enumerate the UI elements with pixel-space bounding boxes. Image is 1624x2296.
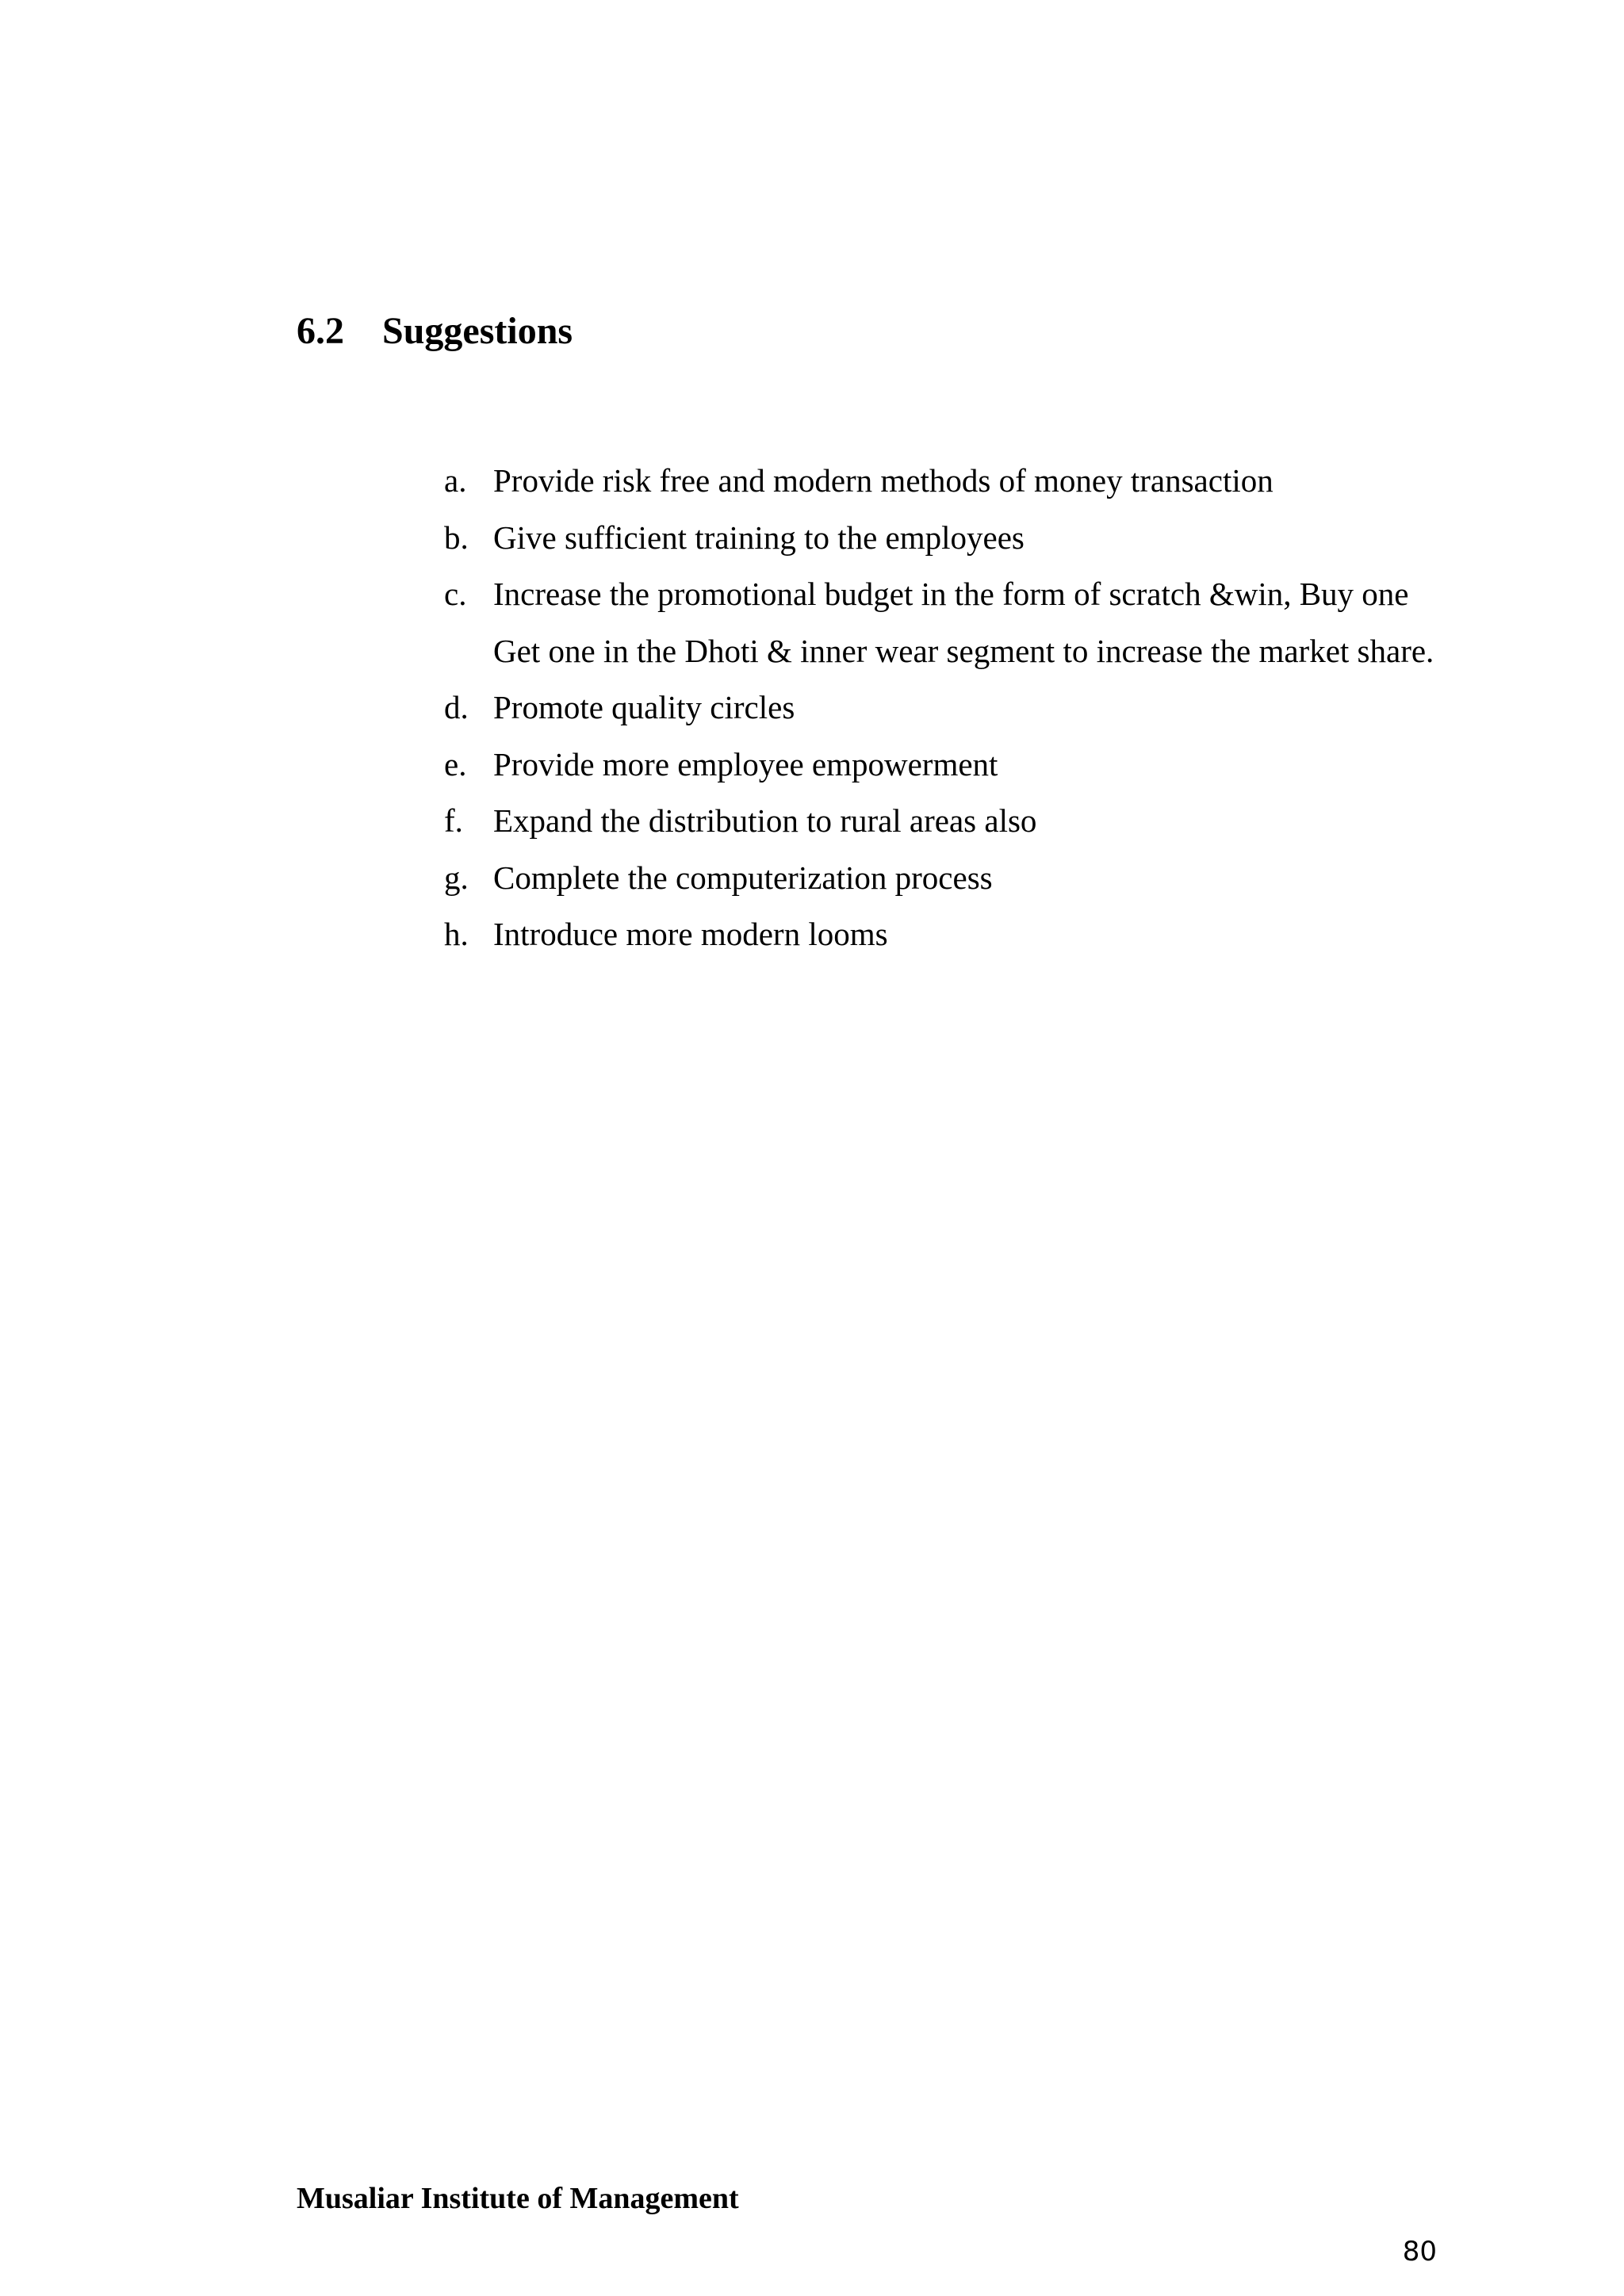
suggestion-list xyxy=(444,453,1435,963)
list-marker: d. xyxy=(444,689,469,725)
footer-institute-name: Musaliar Institute of Management xyxy=(297,2182,739,2215)
list-marker: a. xyxy=(444,462,467,499)
list-marker: h. xyxy=(444,916,469,952)
list-item xyxy=(444,793,1435,850)
list-item-text: Introduce more modern looms xyxy=(493,916,888,952)
list-item xyxy=(444,679,1435,737)
page-number: 80 xyxy=(1402,2236,1437,2267)
list-marker: f. xyxy=(444,802,463,839)
list-item xyxy=(444,510,1435,567)
list-item xyxy=(444,906,1435,963)
section-heading xyxy=(297,306,573,357)
list-item-text: Complete the computerization process xyxy=(493,859,993,896)
list-item xyxy=(444,453,1435,510)
section-number: 6.2 xyxy=(297,310,344,352)
list-item-text: Increase the promotional budget in the form of scratch &win, Buy one Get one in the Dhoti & inner wear segment to increase the market share. xyxy=(493,576,1434,669)
list-item-text: Promote quality circles xyxy=(493,689,795,725)
list-marker: c. xyxy=(444,576,467,612)
list-marker: e. xyxy=(444,745,467,783)
list-item-text: Provide risk free and modern methods of money transaction xyxy=(493,462,1274,499)
list-item-text: Provide more employee empowerment xyxy=(493,745,998,783)
section-title: Suggestions xyxy=(382,310,573,352)
list-item xyxy=(444,850,1435,907)
list-item xyxy=(444,566,1435,679)
list-item xyxy=(444,737,1435,794)
list-item-text: Expand the distribution to rural areas also xyxy=(493,802,1037,839)
list-marker: b. xyxy=(444,519,469,556)
list-marker: g. xyxy=(444,859,469,896)
list-item-text: Give sufficient training to the employees xyxy=(493,519,1025,556)
